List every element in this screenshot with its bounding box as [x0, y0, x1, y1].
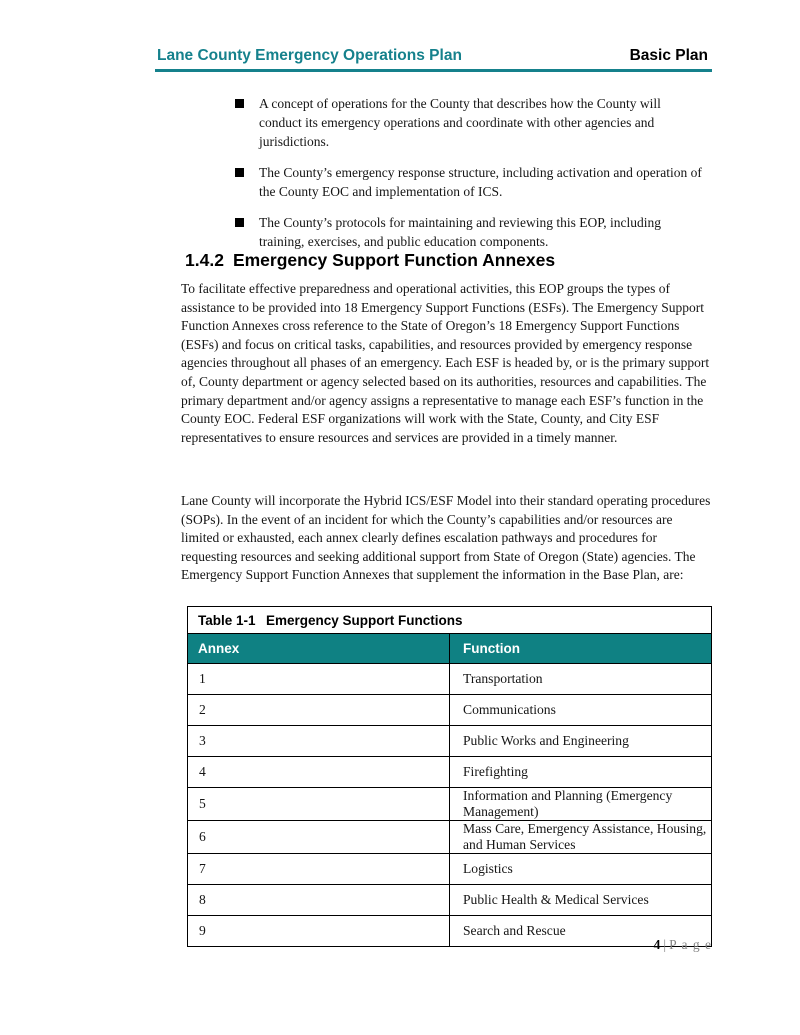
- section-title: Emergency Support Function Annexes: [232, 250, 556, 270]
- table-caption-title: Emergency Support Functions: [266, 612, 463, 628]
- function-cell: Search and Rescue: [450, 916, 712, 947]
- header-rule: [155, 69, 712, 72]
- column-header-function: Function: [450, 634, 712, 664]
- bullet-text: The County’s protocols for maintaining and reviewing this EOP, including training, exercises, and public education components.: [259, 215, 661, 249]
- table-row: [188, 916, 712, 947]
- function-cell: Information and Planning (Emergency Management): [450, 788, 712, 821]
- footer-page-word: P a g e: [669, 937, 712, 952]
- function-cell: Logistics: [450, 854, 712, 885]
- table-row: [188, 726, 712, 757]
- table-row: [188, 788, 712, 821]
- annex-cell: 3: [188, 726, 450, 757]
- bullet-text: A concept of operations for the County that describes how the County will conduct its emergency operations and coordinate with other agencies and jurisdictions.: [259, 96, 661, 149]
- esf-table: [187, 606, 712, 947]
- function-cell: Communications: [450, 695, 712, 726]
- table-row: [188, 821, 712, 854]
- square-bullet-icon: [235, 218, 244, 227]
- paragraph: Lane County will incorporate the Hybrid ICS/ESF Model into their standard operating procedures (SOPs). In the event of an incident for which the County’s capabilities and/or resources are limited or exhausted, each annex clearly defines escalation pathways and procedures for requesting resources and seeking additional support from State of Oregon (State) agencies. The Emergency Support Function Annexes that supplement the information in the Base Plan, are:: [181, 493, 711, 583]
- table-caption-cell: [188, 607, 712, 634]
- bullet-item: [235, 94, 705, 151]
- function-cell: Mass Care, Emergency Assistance, Housing, and Human Services: [450, 821, 712, 854]
- function-cell: Public Health & Medical Services: [450, 885, 712, 916]
- column-header-annex: Annex: [188, 634, 450, 664]
- table-row: [188, 695, 712, 726]
- bullet-item: [235, 163, 705, 201]
- bullet-list: [235, 94, 705, 263]
- footer-separator: |: [663, 937, 667, 952]
- square-bullet-icon: [235, 99, 244, 108]
- annex-cell: 2: [188, 695, 450, 726]
- square-bullet-icon: [235, 168, 244, 177]
- page-number: 4: [653, 937, 661, 952]
- header-document-title: Lane County Emergency Operations Plan: [157, 47, 462, 64]
- table-row: [188, 854, 712, 885]
- table-caption-label: Table 1-1: [198, 612, 256, 628]
- paragraph: To facilitate effective preparedness and operational activities, this EOP groups the types of assistance to be provided into 18 Emergency Support Functions (ESFs). The Emergency Support Function Annexes cross reference to the State of Oregon’s 18 Emergency Support Functions (ESFs) and focus on critical tasks, capabilities, and resources provided by emergency response agencies throughout all phases of an emergency. Each ESF is headed by, or is the primary support of, County department or agency selected based on its authorities, resources and capabilities. The primary department and/or agency assigns a representative to manage each ESF’s function in the County EOC. Federal ESF organizations will work with the State, County, and City ESF representatives to ensure resources and services are provided in a timely manner.: [181, 281, 710, 445]
- function-cell: Public Works and Engineering: [450, 726, 712, 757]
- bullet-item: [235, 213, 705, 251]
- annex-cell: 9: [188, 916, 450, 947]
- section-number: 1.4.2: [185, 250, 224, 270]
- annex-cell: 6: [188, 821, 450, 854]
- annex-cell: 1: [188, 664, 450, 695]
- table-caption-row: [188, 607, 712, 634]
- annex-cell: 8: [188, 885, 450, 916]
- section-heading: [185, 250, 555, 271]
- table-header-row: [188, 634, 712, 664]
- table-body: [188, 664, 712, 947]
- annex-cell: 7: [188, 854, 450, 885]
- table-row: [188, 664, 712, 695]
- function-cell: Transportation: [450, 664, 712, 695]
- table-row: [188, 885, 712, 916]
- annex-cell: 5: [188, 788, 450, 821]
- table-row: [188, 757, 712, 788]
- bullet-text: The County’s emergency response structure, including activation and operation of the County EOC and implementation of ICS.: [259, 165, 702, 199]
- page-footer: [654, 937, 712, 953]
- function-cell: Firefighting: [450, 757, 712, 788]
- annex-cell: 4: [188, 757, 450, 788]
- header-section-label: Basic Plan: [629, 47, 708, 64]
